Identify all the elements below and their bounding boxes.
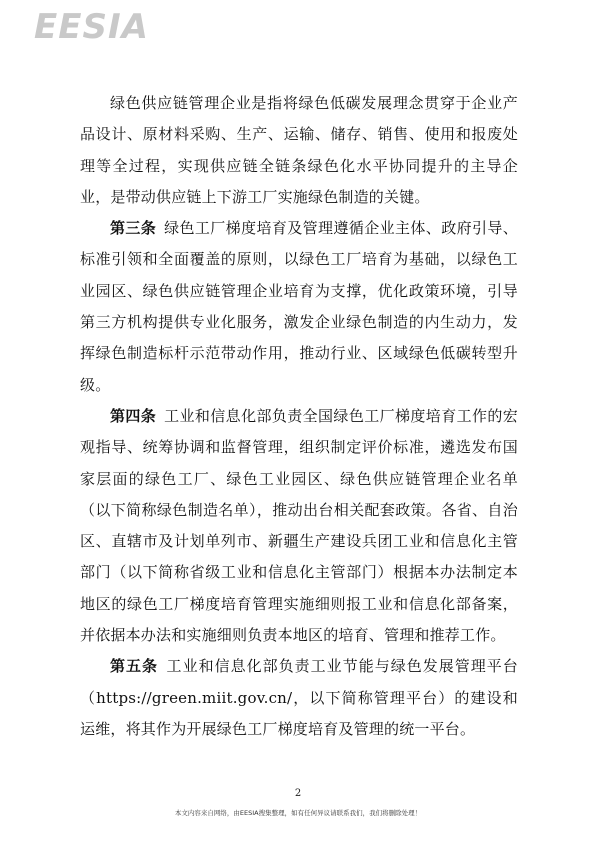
paragraph-article-3 [80, 213, 518, 401]
document-body [80, 88, 518, 745]
paragraph-article-4 [80, 401, 518, 651]
page-number: 2 [294, 788, 302, 799]
footer-disclaimer: 本文内容来自网络，由EESIA搜集整理，如有任何异议请联系我们，我们将删除处理！ [174, 809, 422, 817]
paragraph-article-5 [80, 651, 518, 745]
eesia-logo: EESIA [34, 7, 149, 47]
paragraph-text: 工业和信息化部负责工业节能与绿色发展管理平台（https://green.miit.gov.cn/，以下简称管理平台）的建设和运维，将其作为开展绿色工厂梯度培育及管理的统一平台。 [80, 657, 518, 738]
article-label: 第三条 [110, 219, 157, 238]
paragraph-intro [80, 88, 518, 213]
paragraph-text: 绿色工厂梯度培育及管理遵循企业主体、政府引导、标准引领和全面覆盖的原则，以绿色工厂培育为基础，以绿色工业园区、绿色供应链管理企业培育为支撑，优化政策环境，引导第三方机构提供专业化服务，激发企业绿色制造的内生动力，发挥绿色制造标杆示范带动作用，推动行业、区域绿色低碳转型升级。 [80, 219, 518, 394]
paragraph-text: 绿色供应链管理企业是指将绿色低碳发展理念贯穿于企业产品设计、原材料采购、生产、运输、储存、销售、使用和报废处理等全过程，实现供应链全链条绿色化水平协同提升的主导企业，是带动供应链上下游工厂实施绿色制造的关键。 [80, 94, 518, 206]
paragraph-text: 工业和信息化部负责全国绿色工厂梯度培育工作的宏观指导、统筹协调和监督管理，组织制定评价标准，遴选发布国家层面的绿色工厂、绿色工业园区、绿色供应链管理企业名单（以下简称绿色制造名单），推动出台相关配套政策。各省、自治区、直辖市及计划单列市、新疆生产建设兵团工业和信息化主管部门（以下简称省级工业和信息化主管部门）根据本办法制定本地区的绿色工厂梯度培育管理实施细则报工业和信息化部备案，并依据本办法和实施细则负责本地区的培育、管理和推荐工作。 [80, 406, 518, 645]
article-label: 第四条 [110, 406, 157, 425]
article-label: 第五条 [110, 657, 159, 676]
